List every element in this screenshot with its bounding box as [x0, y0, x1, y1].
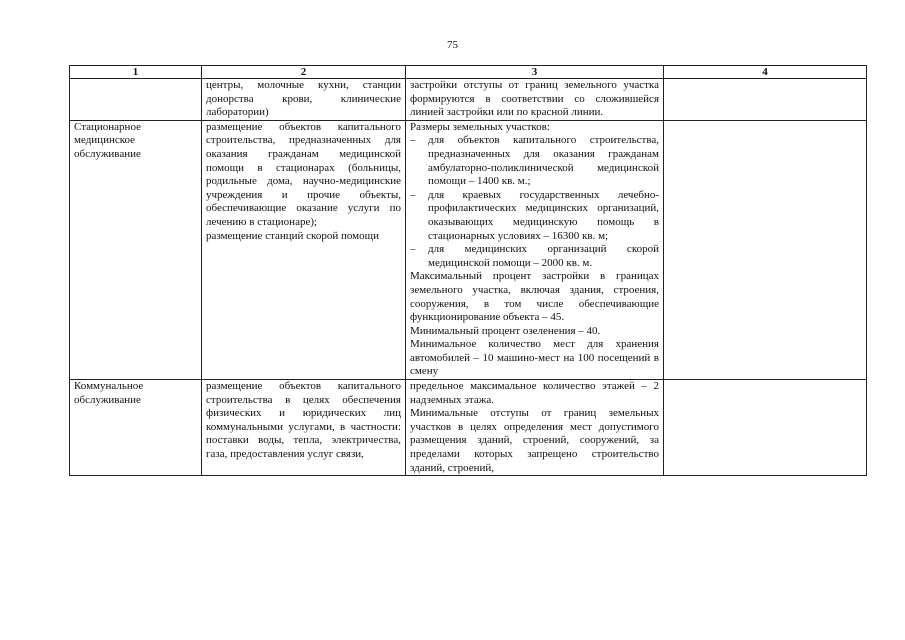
description-text: центры, молочные кухни, станции донорства крови, клинические лаборатории)	[206, 79, 401, 119]
column-header-3: 3	[406, 66, 664, 79]
column-header-2: 2	[202, 66, 406, 79]
dash-item-text: для объектов капитального строительства, предназначенных для оказания гражданам амбулаторно-поликлинической медицинской помощи – 1400 кв. м.;	[428, 134, 659, 188]
parameters-cell	[406, 380, 664, 476]
dash-marker: –	[410, 243, 416, 256]
notes-cell	[664, 79, 867, 121]
dash-list-item	[410, 189, 659, 243]
use-description-cell	[202, 380, 406, 476]
use-type-cell: Коммунальное обслуживание	[70, 380, 202, 476]
parameters-text: Минимальные отступы от границ земельных участков в целях определения мест допустимого размещения зданий, строений, сооружений, за пределами которых запрещено строительство зданий, строений,	[410, 407, 659, 474]
zoning-table	[69, 65, 867, 476]
dash-list-item	[410, 134, 659, 188]
notes-cell	[664, 120, 867, 379]
dash-marker: –	[410, 134, 416, 147]
use-description-cell	[202, 120, 406, 379]
dash-item-text: для медицинских организаций скорой медицинской помощи – 2000 кв. м.	[428, 243, 659, 269]
column-header-1: 1	[70, 66, 202, 79]
use-type-cell	[70, 79, 202, 121]
table-row	[70, 380, 867, 476]
parameters-text: Минимальное количество мест для хранения автомобилей – 10 машино-мест на 100 посещений в смену	[410, 338, 659, 378]
table-row	[70, 120, 867, 379]
dash-marker: –	[410, 188, 416, 201]
page-number: 75	[447, 39, 458, 51]
use-type-cell: Стационарное медицинское обслуживание	[70, 120, 202, 379]
use-description-cell	[202, 79, 406, 121]
parameters-text: предельное максимальное количество этажей – 2 надземных этажа.	[410, 380, 659, 406]
parameters-cell	[406, 120, 664, 379]
column-header-4: 4	[664, 66, 867, 79]
parameters-text: Максимальный процент застройки в границах земельного участка, включая здания, строения, сооружения, в том числе обеспечивающие функционирование объекта – 45.	[410, 270, 659, 324]
description-text: размещение объектов капитального строительства, предназначенных для оказания гражданам медицинской помощи в стационарах (больницы, родильные дома, научно-медицинские учреждения и прочие объекты, обеспечивающие оказание услуги по лечению в стационаре);	[206, 120, 401, 228]
notes-cell	[664, 380, 867, 476]
parameters-cell	[406, 79, 664, 121]
dash-item-text: для краевых государственных лечебно-профилактических медицинских организаций, оказывающих медицинскую помощь в стационарных условиях – 16300 кв. м;	[428, 188, 659, 242]
dash-list-item	[410, 243, 659, 270]
description-text: размещение объектов капитального строительства в целях обеспечения физических и юридических лиц коммунальными услугами, в частности: поставки воды, тепла, электричества, газа, предоставления услуг связи,	[206, 380, 401, 461]
parameters-text: Минимальный процент озеленения – 40.	[410, 324, 601, 337]
parameters-text: застройки отступы от границ земельного участка формируются в соответствии со сложившейся линией застройки или по красной линии.	[410, 79, 659, 119]
parameters-intro: Размеры земельных участков:	[410, 120, 550, 133]
description-text: размещение станций скорой помощи	[206, 229, 379, 242]
table-row	[70, 79, 867, 121]
header-row	[70, 66, 867, 79]
